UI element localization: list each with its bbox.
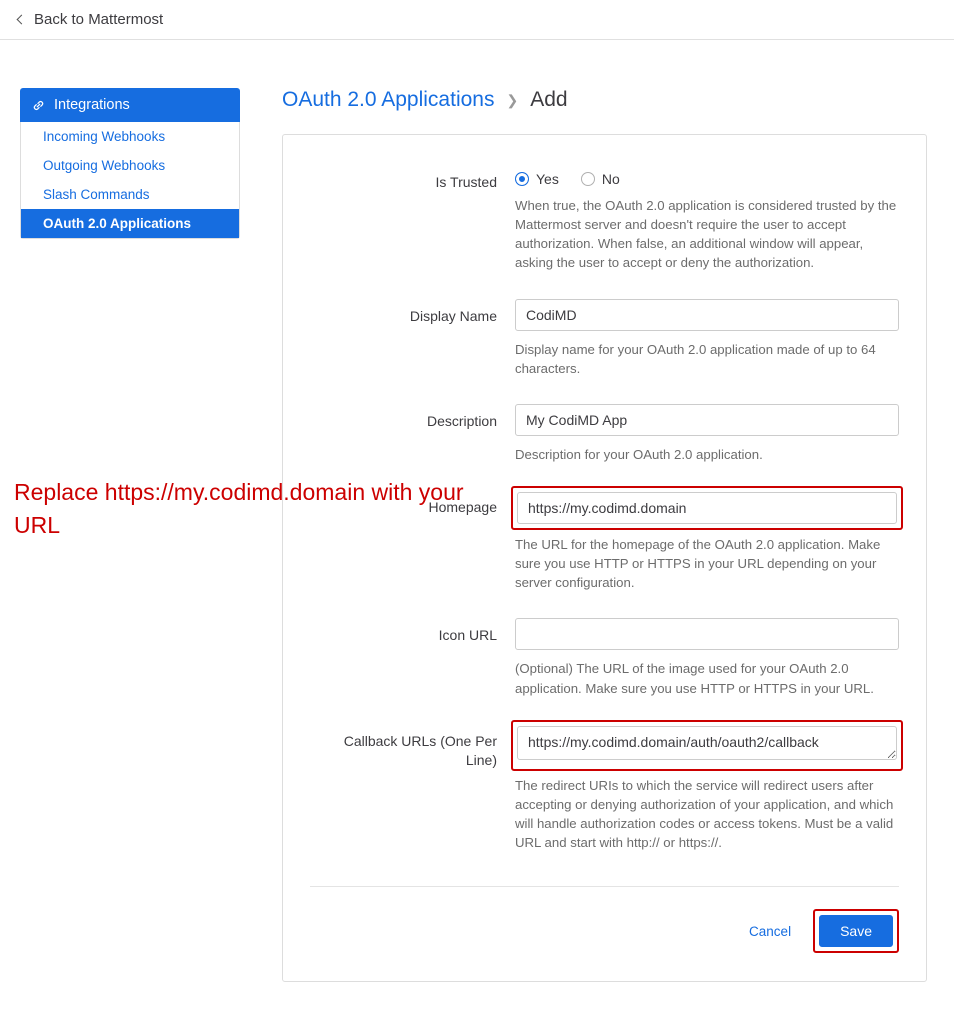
top-bar — [0, 0, 954, 40]
annotation-text: Replace https://my.codimd.domain with your URL — [14, 479, 464, 538]
display-name-field — [515, 299, 899, 400]
icon-url-field — [515, 618, 899, 719]
is-trusted-help: When true, the OAuth 2.0 application is considered trusted by the Mattermost server and doesn't require the user to accept authorization. When false, an additional window will appear, asking the user to accept or deny the authorization. — [515, 198, 897, 271]
is-trusted-radio-yes[interactable] — [515, 171, 559, 187]
display-name-help: Display name for your OAuth 2.0 application made of up to 64 characters. — [515, 341, 876, 376]
callback-urls-help: The redirect URIs to which the service will redirect users after accepting or denying authorization of your application, and which will handle authorization codes or access tokens. Must be a valid URL and start with http:// or https://. — [515, 777, 894, 851]
sidebar-item-slash-commands[interactable]: Slash Commands — [21, 180, 239, 209]
icon-url-label: Icon URL — [438, 627, 497, 644]
description-help: Description for your OAuth 2.0 application. — [515, 446, 763, 462]
chevron-right-icon: ❯ — [506, 91, 519, 108]
back-to-mattermost-label: Back to Mattermost — [34, 11, 164, 28]
cancel-button[interactable]: Cancel — [743, 923, 797, 940]
icon-url-input[interactable] — [515, 618, 899, 650]
is-trusted-label: Is Trusted — [435, 174, 497, 190]
breadcrumb-parent-link[interactable]: OAuth 2.0 Applications — [282, 88, 495, 111]
link-icon — [32, 99, 45, 112]
field-row-is-trusted — [310, 165, 899, 295]
oauth-app-form-panel — [282, 134, 927, 982]
chevron-left-icon — [17, 15, 27, 25]
is-trusted-radio-group — [515, 165, 899, 187]
description-input[interactable] — [515, 404, 899, 436]
sidebar-item-incoming-webhooks[interactable]: Incoming Webhooks — [21, 122, 239, 151]
sidebar-header[interactable] — [20, 88, 240, 122]
homepage-input[interactable] — [517, 492, 897, 524]
display-name-input[interactable] — [515, 299, 899, 331]
breadcrumb — [282, 88, 927, 112]
is-trusted-yes-label: Yes — [536, 171, 559, 187]
breadcrumb-current: Add — [530, 88, 568, 111]
sidebar-menu — [20, 122, 240, 239]
icon-url-help: (Optional) The URL of the image used for your OAuth 2.0 application. Make sure you use HTTP or HTTPS in your URL. — [515, 661, 874, 696]
callback-urls-field — [515, 724, 899, 875]
sidebar-item-outgoing-webhooks[interactable]: Outgoing Webhooks — [21, 151, 239, 180]
save-button[interactable]: Save — [819, 915, 893, 947]
callback-urls-label: Callback URLs (One Per Line) — [343, 732, 497, 768]
sidebar-item-oauth-applications[interactable]: OAuth 2.0 Applications — [21, 209, 239, 238]
save-highlight — [813, 909, 899, 953]
radio-dot-no-icon — [581, 172, 595, 186]
field-row-display-name — [310, 299, 899, 400]
is-trusted-radio-no[interactable] — [581, 171, 620, 187]
field-row-description — [310, 404, 899, 486]
homepage-label: Homepage — [428, 498, 497, 515]
form-actions — [310, 887, 899, 963]
field-row-icon-url — [310, 618, 899, 719]
field-row-callback-urls — [310, 724, 899, 875]
is-trusted-field — [515, 165, 899, 295]
callback-urls-textarea[interactable] — [517, 726, 897, 760]
homepage-field — [515, 490, 899, 614]
description-label: Description — [426, 412, 497, 429]
description-field — [515, 404, 899, 486]
homepage-help: The URL for the homepage of the OAuth 2.0 application. Make sure you use HTTP or HTTPS in your URL depending on your server configuration. — [515, 536, 881, 591]
is-trusted-no-label: No — [601, 171, 620, 187]
back-to-mattermost-link[interactable] — [18, 11, 163, 28]
sidebar-header-label: Integrations — [54, 97, 130, 113]
display-name-label: Display Name — [409, 307, 497, 324]
radio-dot-yes-icon — [515, 172, 529, 186]
homepage-highlight — [511, 486, 903, 530]
callback-urls-highlight — [511, 720, 903, 771]
